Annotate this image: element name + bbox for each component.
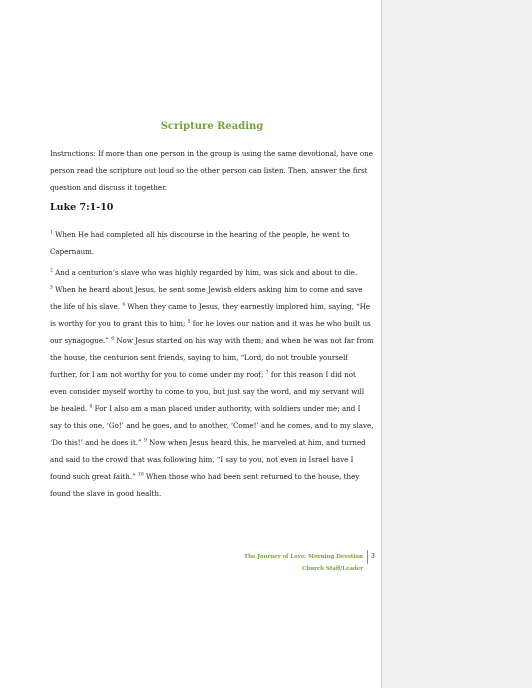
verse-text: And a centurion’s slave who was highly regarded by him, was sick and about to die. bbox=[55, 268, 358, 277]
verse-text: for this reason I did not even consider myself worthy to come to you, but just say the word, and my servant will be healed. bbox=[50, 370, 365, 413]
verse-paragraph-2 bbox=[50, 264, 374, 502]
verse-text: for he loves our nation and it was he who built us our synagogue.” bbox=[50, 319, 371, 345]
verse-number: 6 bbox=[111, 336, 115, 342]
page-footer bbox=[200, 551, 363, 575]
verse-text: For I also am a man placed under authority, with soldiers under me; and I say to this one, ‘Go!’ and he goes, and to another, ‘Come!’ and he comes, and to my slave, ‘Do this!’ and he does it.” bbox=[50, 404, 374, 447]
footer-divider bbox=[367, 550, 368, 564]
verse-number: 7 bbox=[265, 370, 269, 376]
verse-number: 3 bbox=[50, 285, 53, 291]
page-title: Scripture Reading bbox=[160, 121, 264, 132]
verse-text: When He had completed all his discourse in the hearing of the people, he went to Capernaum. bbox=[50, 230, 350, 256]
verse-number: 9 bbox=[143, 438, 147, 444]
footer-subtitle: Church Staff/Leader bbox=[301, 566, 363, 572]
comment-pane bbox=[382, 0, 532, 688]
verse-number: 4 bbox=[122, 302, 126, 308]
instructions-text: Instructions: If more than one person in the group is using the same devotional, have one person read the scripture out loud so the other person can listen. Then, answer the first question and discuss it together. bbox=[50, 149, 373, 192]
verse-text: When they came to Jesus, they earnestly implored him, saying, “He is worthy for you to grant this to him; bbox=[50, 302, 371, 328]
verse-number: 8 bbox=[89, 404, 93, 410]
verse-text: When those who had been sent returned to the house, they found the slave in good health. bbox=[50, 472, 360, 498]
page-number: 3 bbox=[371, 553, 375, 560]
verse-number: 1 bbox=[50, 230, 53, 236]
footer-title: The Journey of Love: Morning Devotion bbox=[244, 554, 363, 560]
scripture-heading: Luke 7:1-10 bbox=[50, 202, 114, 213]
verse-number: 10 bbox=[138, 472, 144, 478]
verse-text: Now when Jesus heard this, he marveled at him, and turned and said to the crowd that was following him, “I say to you, not even in Israel have I found such great faith.” bbox=[50, 438, 366, 481]
verse-text: Now Jesus started on his way with them; and when he was not far from the house, the centurion sent friends, saying to him, “Lord, do not trouble yourself further, for I am not worthy for you to come under my roof; bbox=[50, 336, 374, 379]
verse-number: 5 bbox=[187, 319, 191, 325]
verse-text: When he heard about Jesus, he sent some Jewish elders asking him to come and save the life of his slave. bbox=[50, 285, 363, 311]
verse-number: 2 bbox=[50, 268, 53, 274]
verse-paragraph-1 bbox=[50, 226, 374, 260]
